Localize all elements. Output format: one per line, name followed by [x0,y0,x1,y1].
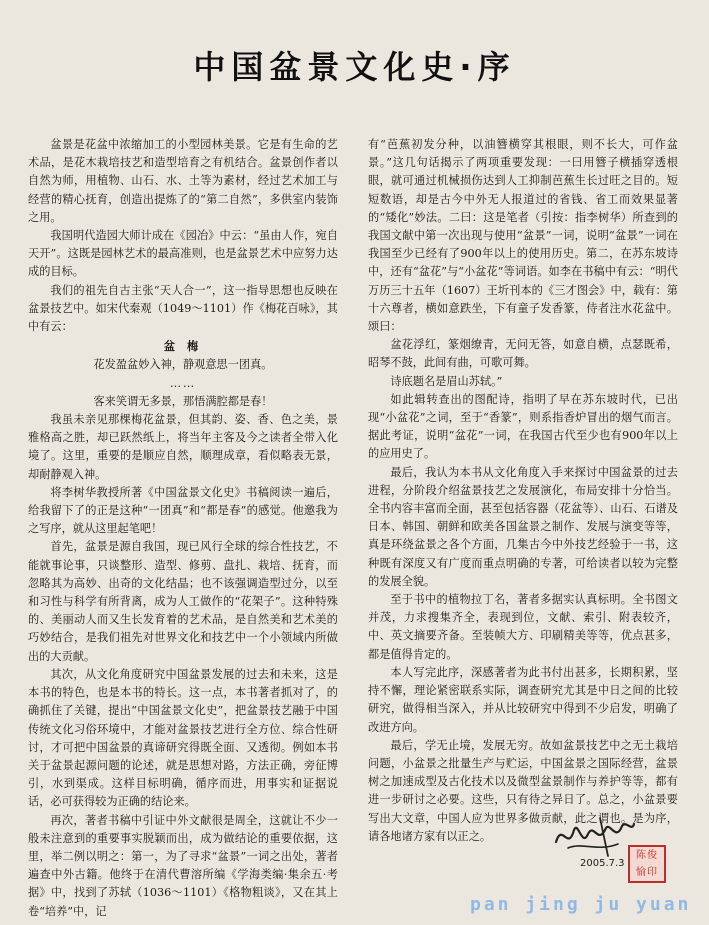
left-column [28,136,338,921]
paragraph: 诗底题名是眉山苏轼。” [390,374,503,388]
paragraph: 我虽未亲见那棵梅花盆景，但其韵、姿、香、色之美，景雅格高之胜，却已跃然纸上，将当年主客及今之读者全带入化境了。这里，重要的是顺应自然，顺理成章，看似略表无景，却耐静观入神。 [28,413,338,481]
watermark: pan jing ju yuan [470,894,692,915]
paragraph: 有“芭蕉初发分种，以油簪横穿其根眼，则不长大，可作盆景。”这几句话揭示了两项重要发现：一曰用簪子横插穿透根眼，就可通过机械损伤达到人工抑制芭蕉生长过旺之目的。短短数语，却是古今中外无人报道过的省钱、省工而效果显著的“矮化”妙法。二曰：这是笔者（引按：指李树华）所查到的我国文献中第一次出现与使用“盆景”一词，说明“盆景”一词在我国至少已经有了900年以上的使用历史。第二，在苏东坡诗中，还有“盆花”与“小盆花”等词语。如李在书稿中有云：“明代万历三十五年（1607）王圻刊本的《三才图会》中，载有：第十六尊者，横如意跌坐，下有童子发香篆，侍者注水花盆中。颂曰： [368,138,678,334]
poem-line: 客来笑谓无多景，那悟满腔都是春！ [93,394,273,408]
paragraph: 将李树华教授所著《中国盆景文化史》书稿阅读一遍后，给我留下了的正是这种“一团真”和“都是春”的感觉。他邀我为之写序，就从这里起笔吧！ [28,485,338,536]
paragraph: 我们的祖先自古主张“天人合一”，这一指导思想也反映在盆景技艺中。如宋代秦观（1049～1101）作《梅花百咏》，其中有云： [28,283,338,334]
paragraph: 我国明代造园大师计成在《园冶》中云：“虽由人作，宛自天开”。这既是园林艺术的最高准则，也是盆景艺术中应努力达成的目标。 [28,229,338,279]
paragraph: 至于书中的植物拉丁名，著者多据实认真标明。全书图文并茂，力求搜集齐全，表现到位，文献、索引、附表较齐，中、英文摘要齐备。至装帧大方、印刷精美等等，优点甚多，都是值得肯定的。 [368,593,678,661]
poem-line: 花发盈盆妙入神，静观意思一团真。 [93,358,273,372]
paragraph: 盆景是花盆中浓缩加工的小型园林美景。它是有生命的艺术品，是花木栽培技艺和造型培育之有机结合。盆景创作者以自然为师，用植物、山石、水、土等为素材，经过艺术加工与经营的精心抚育，创造出提炼了的“第二自然”，多供室内装饰之用。 [28,138,338,224]
right-column [368,136,678,846]
paragraph: 其次，从文化角度研究中国盆景发展的过去和未来，这是本书的特色，也是本书的特长。这一点，本书著者抓对了，的确抓住了关键，提出“中国盆景文化史”，把盆景技艺融于中国传统文化习俗环境中，才能对盆景技艺进行全方位、综合性研讨，才可把中国盆景的真谛研究得既全面、又透彻。例如本书关于盆景起源问题的论述，就是思想对路，方法正确，旁征博引，水到渠成。这样目标明确，循序而进，用事实和证据说话，必可获得较为正确的结论来。 [28,667,338,809]
ellipsis: …… [169,376,197,390]
page-title: 中国盆景文化史·序 [193,48,516,86]
paragraph: 本人写完此序，深感著者为此书付出甚多，长期积累，坚持不懈，理论紧密联系实际，调查研究尤其是中日之间的比较研究，做得相当深入，并从比较研究中得到不少启发，明确了改进方向。 [368,665,678,734]
paragraph: 最后，我认为本书从文化角度入手来探讨中国盆景的过去进程，分阶段介绍盆景技艺之发展演化，布局安排十分恰当。全书内容丰富而全面，甚至包括容器（花盆等）、山石、石谱及日本、韩国、朝鲜和欧美各国盆景之制作、发展与演变等等，真是环绕盆景之各个方面，几集古今中外技艺经验于一书，这种既有深度又有广度而重点明确的专著，可给读者以较为完整的发展全貌。 [368,465,678,588]
paragraph: 盆花浮红，篆烟缭青，无问无答，如意自横，点瑟既希，昭琴不鼓，此间有曲，可歌可舞。 [368,338,678,370]
seal-stamp: 陈俊 愉印 [628,845,666,883]
paragraph: 再次，著者书稿中引证中外文献很是周全，这就让不少一般未注意到的重要事实脱颖而出，成为做结论的重要依据，这里，举二例以明之：第一，为了寻求“盆景”一词之出处，著者遍查中外古籍。他终于在清代曹溶所编《学海类编·集余五·考据》中，找到了苏轼（1036～1101）《格物粗谈》，又在其上卷“培养”中，记 [28,813,338,918]
paragraph: 最后，学无止境，发展无穷。故如盆景技艺中之无土栽培问题，小盆景之批量生产与贮运，中国盆景之国际经营，盆景树之加速成型及古化技术以及微型盆景制作与养护等等，都有进一步研讨之必要。这些，只有待之异日了。总之，小盆景要写出大文章，中国人应为世界多做贡献，此之谓也。是为序，请各地诸方家有以正之。 [368,738,678,843]
paragraph: 首先，盆景是源自我国，现已风行全球的综合性技艺，不能就事论事，只谈整形、造型、修剪、盘扎、栽培、抚育，而忽略其为高妙、出奇的文化结晶；也不该强调造型过分，以至和习性与科学有所背离，成为人工做作的“花架子”。这种特殊的、美丽动人而又生长发育着的艺术品，是自然美和艺术美的巧妙结合，是我们祖先对世界文化和技艺中一个小领域内所做出的大贡献。 [28,540,338,663]
signature-date: 2005.7.3 [580,858,625,869]
handwritten-signature [548,812,638,862]
paragraph: 如此辑转查出的图配诗，指明了早在苏东坡时代，已出现“小盆花”之词，至于“香篆”，则系指香炉冒出的烟气而言。据此考证，说明“盆花”一词，在我国古代至少也有900年以上的应用史了。 [368,392,678,461]
poem-title: 盆 梅 [163,340,203,354]
